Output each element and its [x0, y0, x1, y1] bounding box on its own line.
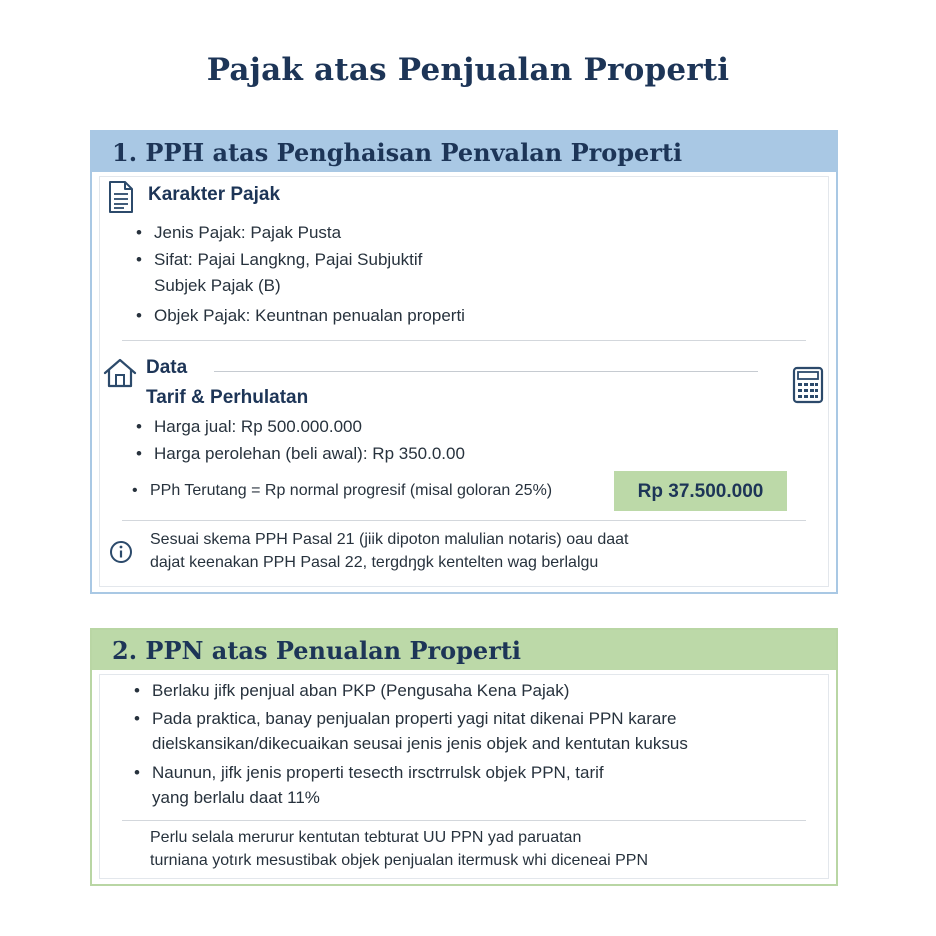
data-heading: Data [146, 357, 188, 378]
ppn-item: • Pada praktica, banay penjualan properti yagi nitat dikenai PPN karare [134, 709, 677, 728]
section-ppn-header: 2. PPN atas Penualan Properti [92, 630, 836, 670]
ppn-item: • Berlaku jifk penjual aban PKP (Pengusaha Kena Pajak) [134, 681, 570, 700]
karakter-item: • Jenis Pajak: Pajak Pusta [136, 223, 342, 242]
karakter-item: • Sifat: Pajai Langkng, Pajai Subjuktif [136, 250, 423, 269]
data-item: • Harga jual: Rp 500.000.000 [136, 417, 362, 436]
info-icon [109, 540, 133, 564]
divider [122, 340, 806, 341]
karakter-item-continued: Subjek Pajak (B) [154, 276, 281, 295]
calculator-icon [792, 366, 824, 404]
ppn-item-continued: yang berlalu daat 11% [152, 788, 320, 807]
tax-result-badge: Rp 37.500.000 [614, 471, 787, 511]
karakter-item: • Objek Pajak: Keuntnan penualan properti [136, 306, 465, 325]
section-pph-header: 1. PPH atas Penghaisan Penvalan Properti [92, 132, 836, 172]
document-icon [108, 180, 134, 214]
data-item: • Harga perolehan (beli awal): Rp 350.0.00 [136, 444, 465, 463]
ppn-item: • Naunun, jifk jenis properti tesecth irsctrrulsk objek PPN, tarif [134, 763, 604, 782]
house-icon [103, 358, 137, 388]
ppn-item-continued: dielskansikan/dikecuaikan seusai jenis jenis objek and kentutan kuksus [152, 734, 688, 753]
ppn-note: Perlu selala merurur kentutan tebturat UU PPN yad paruatan turniana yotırk mesustibak objek penjualan itermusk whi diceneai PPN [150, 829, 649, 869]
data-heading-rule [214, 371, 758, 372]
pph-note: Sesuai skema PPH Pasal 21 (jiik dipoton malulian notaris) oau daat dajat keenakan PPH Pasal 22, tergdŋgk kentelten wag berlalgu [150, 531, 629, 571]
data-item-formula: • PPh Terutang = Rp normal progresif (misal goloran 25%) [132, 482, 553, 499]
divider [122, 820, 806, 821]
page-title: Pajak atas Penjualan Properti [206, 52, 730, 88]
data-subheading: Tarif & Perhulatan [146, 387, 309, 408]
karakter-heading: Karakter Pajak [148, 184, 281, 205]
divider [122, 520, 806, 521]
